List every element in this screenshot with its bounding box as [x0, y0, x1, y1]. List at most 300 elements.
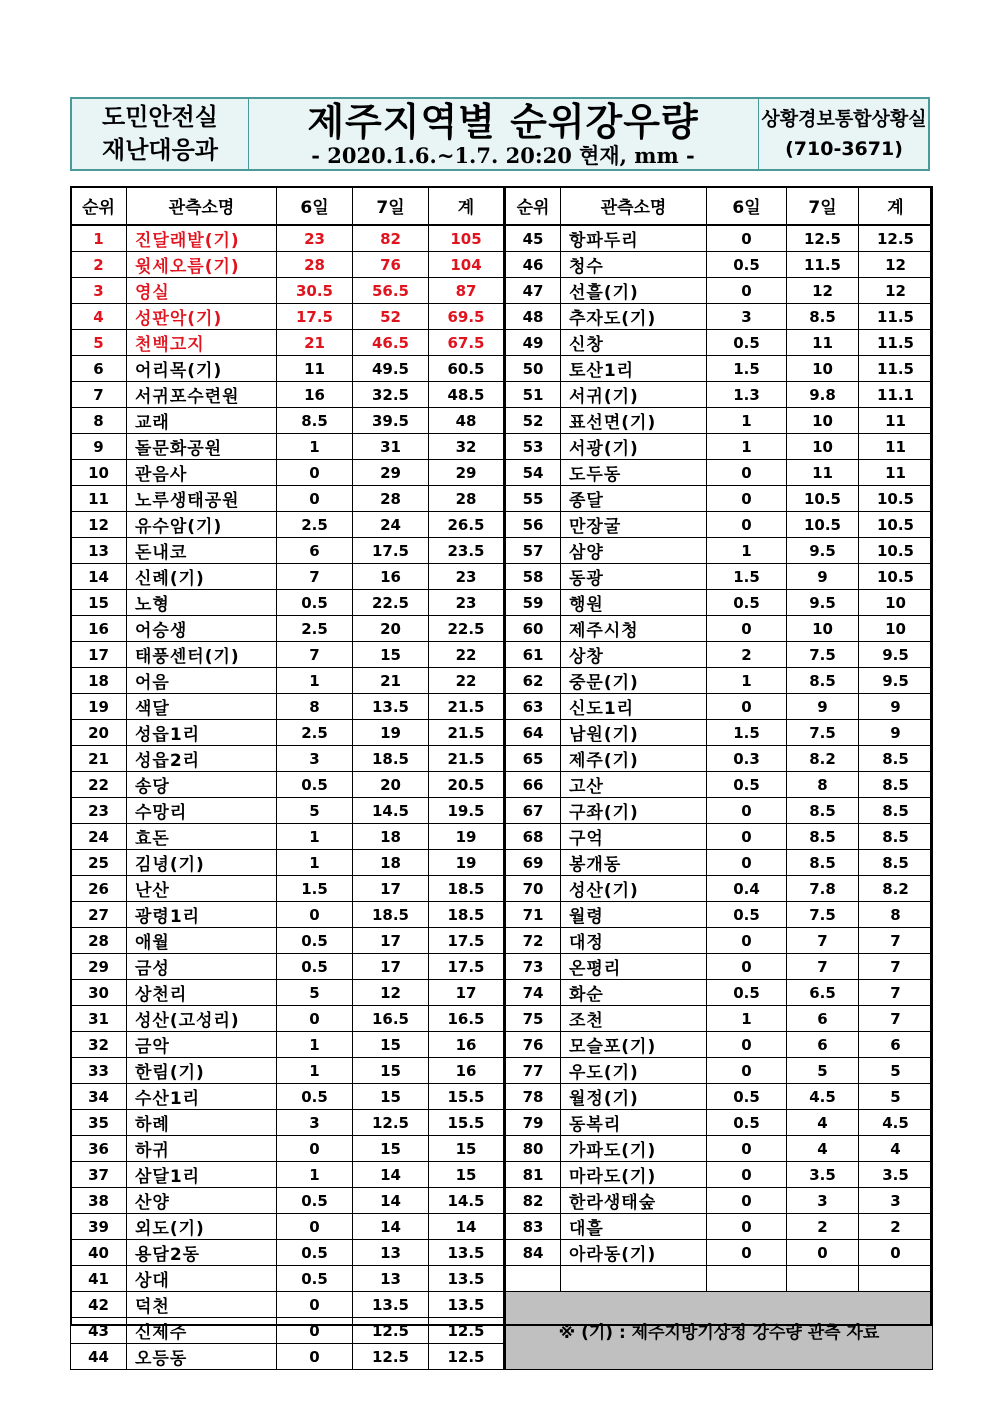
total-rain-cell: 5	[859, 1058, 933, 1084]
day6-rain-cell: 1.3	[707, 382, 787, 408]
rank-cell: 54	[505, 460, 561, 486]
rank-cell: 84	[505, 1240, 561, 1266]
day6-rain-cell: 1	[277, 668, 353, 694]
day6-rain-cell: 2.5	[277, 512, 353, 538]
day7-rain-cell: 8.2	[787, 746, 859, 772]
total-rain-cell: 48.5	[429, 382, 505, 408]
total-rain-cell: 8.5	[859, 772, 933, 798]
day6-rain-cell: 0	[707, 225, 787, 252]
day6-rain-cell: 8.5	[277, 408, 353, 434]
day6-rain-cell: 0.4	[707, 876, 787, 902]
day7-rain-cell: 12.5	[787, 225, 859, 252]
rank-cell: 51	[505, 382, 561, 408]
rank-cell: 63	[505, 694, 561, 720]
total-rain-cell: 32	[429, 434, 505, 460]
empty-cell	[859, 1266, 933, 1292]
day7-rain-cell: 6	[787, 1032, 859, 1058]
table-row	[71, 876, 933, 902]
station-name-cell: 고산	[561, 772, 707, 798]
station-name-cell: 김녕(기)	[127, 850, 277, 876]
day6-rain-cell: 0.3	[707, 746, 787, 772]
station-name-cell: 태풍센터(기)	[127, 642, 277, 668]
day6-rain-cell: 7	[277, 642, 353, 668]
table-row	[71, 278, 933, 304]
total-rain-cell: 105	[429, 225, 505, 252]
rank-cell: 23	[71, 798, 127, 824]
station-name-cell: 한라생태숲	[561, 1188, 707, 1214]
rank-cell: 68	[505, 824, 561, 850]
day6-rain-cell: 0	[707, 278, 787, 304]
day7-rain-cell: 9	[787, 564, 859, 590]
day6-rain-cell: 3	[277, 746, 353, 772]
table-row	[71, 798, 933, 824]
table-row	[71, 434, 933, 460]
total-rain-cell: 26.5	[429, 512, 505, 538]
rank-cell: 71	[505, 902, 561, 928]
rank-cell: 8	[71, 408, 127, 434]
total-rain-cell: 11.5	[859, 356, 933, 382]
station-name-cell: 난산	[127, 876, 277, 902]
rank-cell: 13	[71, 538, 127, 564]
table-row	[71, 590, 933, 616]
total-rain-cell: 12.5	[859, 225, 933, 252]
total-rain-cell: 15.5	[429, 1110, 505, 1136]
table-row	[71, 460, 933, 486]
day6-rain-cell: 0.5	[707, 1110, 787, 1136]
day6-rain-cell: 1	[277, 850, 353, 876]
day6-rain-cell: 0.5	[707, 252, 787, 278]
office-phone: (710-3671)	[785, 138, 903, 160]
station-name-cell: 가파도(기)	[561, 1136, 707, 1162]
station-name-cell: 월정(기)	[561, 1084, 707, 1110]
rank-cell: 21	[71, 746, 127, 772]
total-rain-cell: 22	[429, 668, 505, 694]
rank-cell: 41	[71, 1266, 127, 1292]
rank-cell: 62	[505, 668, 561, 694]
rank-cell: 6	[71, 356, 127, 382]
station-name-cell: 덕천	[127, 1292, 277, 1318]
table-row	[71, 1058, 933, 1084]
rank-cell: 31	[71, 1006, 127, 1032]
rank-cell: 27	[71, 902, 127, 928]
empty-cell	[707, 1266, 787, 1292]
day6-rain-cell: 0	[707, 460, 787, 486]
table-row	[71, 720, 933, 746]
day7-rain-cell: 10	[787, 408, 859, 434]
total-rain-cell: 9	[859, 694, 933, 720]
total-rain-cell: 87	[429, 278, 505, 304]
station-name-cell: 봉개동	[561, 850, 707, 876]
station-name-cell: 행원	[561, 590, 707, 616]
day6-rain-cell: 17.5	[277, 304, 353, 330]
day6-rain-cell: 30.5	[277, 278, 353, 304]
station-name-cell: 애월	[127, 928, 277, 954]
station-name-cell: 남원(기)	[561, 720, 707, 746]
day7-rain-cell: 3.5	[787, 1162, 859, 1188]
total-rain-cell: 14	[429, 1214, 505, 1240]
rank-cell: 25	[71, 850, 127, 876]
day6-rain-cell: 16	[277, 382, 353, 408]
day7-rain-cell: 82	[353, 225, 429, 252]
station-name-cell: 색달	[127, 694, 277, 720]
column-header-station: 관측소명	[127, 187, 277, 226]
day6-rain-cell: 3	[277, 1110, 353, 1136]
day7-rain-cell: 9.5	[787, 590, 859, 616]
station-name-cell: 표선면(기)	[561, 408, 707, 434]
rank-cell: 4	[71, 304, 127, 330]
table-row	[71, 980, 933, 1006]
day7-rain-cell: 19	[353, 720, 429, 746]
day6-rain-cell: 0	[707, 928, 787, 954]
day7-rain-cell: 4	[787, 1110, 859, 1136]
day6-rain-cell: 0	[707, 824, 787, 850]
day6-rain-cell: 1	[707, 434, 787, 460]
day7-rain-cell: 7.8	[787, 876, 859, 902]
total-rain-cell: 15	[429, 1136, 505, 1162]
day7-rain-cell: 29	[353, 460, 429, 486]
total-rain-cell: 9.5	[859, 668, 933, 694]
day7-rain-cell: 7	[787, 954, 859, 980]
day7-rain-cell: 17	[353, 954, 429, 980]
table-row	[71, 668, 933, 694]
day7-rain-cell: 18.5	[353, 902, 429, 928]
day6-rain-cell: 0	[707, 1240, 787, 1266]
station-name-cell: 삼달1리	[127, 1162, 277, 1188]
day7-rain-cell: 11	[787, 460, 859, 486]
rank-cell: 80	[505, 1136, 561, 1162]
total-rain-cell: 29	[429, 460, 505, 486]
station-name-cell: 아라동(기)	[561, 1240, 707, 1266]
table-row	[71, 902, 933, 928]
day6-rain-cell: 0.5	[277, 954, 353, 980]
table-row	[71, 1214, 933, 1240]
total-rain-cell: 19	[429, 824, 505, 850]
station-name-cell: 서귀포수련원	[127, 382, 277, 408]
rank-cell: 28	[71, 928, 127, 954]
day7-rain-cell: 32.5	[353, 382, 429, 408]
station-name-cell: 신제주	[127, 1318, 277, 1344]
rank-cell: 78	[505, 1084, 561, 1110]
day7-rain-cell: 15	[353, 642, 429, 668]
station-name-cell: 성산(기)	[561, 876, 707, 902]
total-rain-cell: 23	[429, 564, 505, 590]
total-rain-cell: 28	[429, 486, 505, 512]
station-name-cell: 상창	[561, 642, 707, 668]
day6-rain-cell: 0	[707, 1058, 787, 1084]
total-rain-cell: 21.5	[429, 694, 505, 720]
total-rain-cell: 7	[859, 928, 933, 954]
station-name-cell: 수망리	[127, 798, 277, 824]
station-name-cell: 동광	[561, 564, 707, 590]
day7-rain-cell: 22.5	[353, 590, 429, 616]
station-name-cell: 금악	[127, 1032, 277, 1058]
empty-cell	[787, 1266, 859, 1292]
rank-cell: 30	[71, 980, 127, 1006]
rank-cell: 3	[71, 278, 127, 304]
total-rain-cell: 8.5	[859, 746, 933, 772]
day6-rain-cell: 0.5	[707, 330, 787, 356]
total-rain-cell: 10.5	[859, 538, 933, 564]
day6-rain-cell: 0	[707, 1214, 787, 1240]
total-rain-cell: 3	[859, 1188, 933, 1214]
day7-rain-cell: 13	[353, 1266, 429, 1292]
day6-rain-cell: 0	[277, 1344, 353, 1370]
total-rain-cell: 22.5	[429, 616, 505, 642]
station-name-cell: 구좌(기)	[561, 798, 707, 824]
rank-cell: 20	[71, 720, 127, 746]
station-name-cell: 교래	[127, 408, 277, 434]
rank-cell: 61	[505, 642, 561, 668]
total-rain-cell: 69.5	[429, 304, 505, 330]
rank-cell: 42	[71, 1292, 127, 1318]
day6-rain-cell: 5	[277, 980, 353, 1006]
rank-cell: 43	[71, 1318, 127, 1344]
rank-cell: 75	[505, 1006, 561, 1032]
day7-rain-cell: 12.5	[353, 1344, 429, 1370]
column-header-day7: 7일	[353, 187, 429, 226]
title-box	[248, 99, 758, 169]
column-header-day7: 7일	[787, 187, 859, 226]
table-row	[71, 928, 933, 954]
total-rain-cell: 21.5	[429, 746, 505, 772]
total-rain-cell: 13.5	[429, 1292, 505, 1318]
station-name-cell: 신창	[561, 330, 707, 356]
day7-rain-cell: 17.5	[353, 538, 429, 564]
rank-cell: 52	[505, 408, 561, 434]
total-rain-cell: 12.5	[429, 1318, 505, 1344]
table-row	[71, 1032, 933, 1058]
station-name-cell: 제주시청	[561, 616, 707, 642]
day7-rain-cell: 13	[353, 1240, 429, 1266]
day6-rain-cell: 7	[277, 564, 353, 590]
total-rain-cell: 3.5	[859, 1162, 933, 1188]
day6-rain-cell: 5	[277, 798, 353, 824]
page-subtitle: - 2020.1.6.~1.7. 20:20 현재, mm -	[311, 143, 695, 168]
total-rain-cell: 21.5	[429, 720, 505, 746]
table-row	[71, 538, 933, 564]
rank-cell: 72	[505, 928, 561, 954]
department-line-2: 재난대응과	[102, 136, 218, 164]
station-name-cell: 대정	[561, 928, 707, 954]
station-name-cell: 금성	[127, 954, 277, 980]
station-name-cell: 돌문화공원	[127, 434, 277, 460]
rank-cell: 55	[505, 486, 561, 512]
total-rain-cell: 12.5	[429, 1344, 505, 1370]
station-name-cell: 돈내코	[127, 538, 277, 564]
rainfall-ranking-table	[70, 186, 933, 1370]
day6-rain-cell: 2	[707, 642, 787, 668]
rank-cell: 40	[71, 1240, 127, 1266]
station-name-cell: 만장굴	[561, 512, 707, 538]
station-name-cell: 송당	[127, 772, 277, 798]
table-row	[71, 616, 933, 642]
total-rain-cell: 7	[859, 1006, 933, 1032]
day6-rain-cell: 1	[277, 1162, 353, 1188]
day7-rain-cell: 9.5	[787, 538, 859, 564]
column-header-rank: 순위	[71, 187, 127, 226]
rank-cell: 17	[71, 642, 127, 668]
station-name-cell: 성읍2리	[127, 746, 277, 772]
rank-cell: 35	[71, 1110, 127, 1136]
day6-rain-cell: 0	[707, 798, 787, 824]
total-rain-cell: 11.5	[859, 304, 933, 330]
day6-rain-cell: 0	[707, 1162, 787, 1188]
table-row	[71, 304, 933, 330]
station-name-cell: 상천리	[127, 980, 277, 1006]
day6-rain-cell: 0	[277, 1136, 353, 1162]
total-rain-cell: 11	[859, 434, 933, 460]
station-name-cell: 토산1리	[561, 356, 707, 382]
table-row	[71, 746, 933, 772]
office-box	[758, 99, 929, 169]
day6-rain-cell: 0.5	[707, 980, 787, 1006]
rank-cell: 2	[71, 252, 127, 278]
day6-rain-cell: 23	[277, 225, 353, 252]
day6-rain-cell: 8	[277, 694, 353, 720]
station-name-cell: 마라도(기)	[561, 1162, 707, 1188]
rank-cell: 37	[71, 1162, 127, 1188]
day7-rain-cell: 52	[353, 304, 429, 330]
day6-rain-cell: 0	[277, 1318, 353, 1344]
day7-rain-cell: 31	[353, 434, 429, 460]
day6-rain-cell: 0.5	[277, 772, 353, 798]
day6-rain-cell: 11	[277, 356, 353, 382]
day6-rain-cell: 0.5	[277, 1266, 353, 1292]
table-row	[71, 850, 933, 876]
day6-rain-cell: 0.5	[707, 902, 787, 928]
station-name-cell: 한림(기)	[127, 1058, 277, 1084]
day6-rain-cell: 1	[707, 408, 787, 434]
total-rain-cell: 14.5	[429, 1188, 505, 1214]
day6-rain-cell: 1	[277, 824, 353, 850]
total-rain-cell: 17.5	[429, 954, 505, 980]
day7-rain-cell: 17	[353, 928, 429, 954]
total-rain-cell: 18.5	[429, 902, 505, 928]
station-name-cell: 어리목(기)	[127, 356, 277, 382]
total-rain-cell: 16.5	[429, 1006, 505, 1032]
station-name-cell: 어음	[127, 668, 277, 694]
day6-rain-cell: 0	[707, 1136, 787, 1162]
station-name-cell: 대흘	[561, 1214, 707, 1240]
day6-rain-cell: 1	[707, 538, 787, 564]
day6-rain-cell: 0	[277, 1292, 353, 1318]
day6-rain-cell: 0	[277, 1006, 353, 1032]
station-name-cell: 어승생	[127, 616, 277, 642]
station-name-cell: 제주(기)	[561, 746, 707, 772]
day7-rain-cell: 56.5	[353, 278, 429, 304]
station-name-cell: 중문(기)	[561, 668, 707, 694]
total-rain-cell: 11	[859, 460, 933, 486]
day6-rain-cell: 1	[277, 1058, 353, 1084]
table-row	[71, 1188, 933, 1214]
station-name-cell: 도두동	[561, 460, 707, 486]
total-rain-cell: 17.5	[429, 928, 505, 954]
station-name-cell: 하귀	[127, 1136, 277, 1162]
rank-cell: 44	[71, 1344, 127, 1370]
rank-cell: 9	[71, 434, 127, 460]
station-name-cell: 월령	[561, 902, 707, 928]
rank-cell: 48	[505, 304, 561, 330]
column-header-rank: 순위	[505, 187, 561, 226]
station-name-cell: 종달	[561, 486, 707, 512]
total-rain-cell: 9.5	[859, 642, 933, 668]
table-row	[71, 1162, 933, 1188]
day7-rain-cell: 10.5	[787, 512, 859, 538]
rank-cell: 67	[505, 798, 561, 824]
day7-rain-cell: 11	[787, 330, 859, 356]
day7-rain-cell: 18.5	[353, 746, 429, 772]
day6-rain-cell: 1	[707, 668, 787, 694]
total-rain-cell: 18.5	[429, 876, 505, 902]
day6-rain-cell: 28	[277, 252, 353, 278]
table-row	[71, 954, 933, 980]
station-name-cell: 성판악(기)	[127, 304, 277, 330]
day6-rain-cell: 0.5	[277, 1240, 353, 1266]
total-rain-cell: 4	[859, 1136, 933, 1162]
rank-cell: 32	[71, 1032, 127, 1058]
day7-rain-cell: 6.5	[787, 980, 859, 1006]
day6-rain-cell: 2.5	[277, 720, 353, 746]
rank-cell: 57	[505, 538, 561, 564]
total-rain-cell: 10	[859, 590, 933, 616]
rank-cell: 39	[71, 1214, 127, 1240]
day6-rain-cell: 2.5	[277, 616, 353, 642]
table-row	[71, 1084, 933, 1110]
table-row	[71, 1240, 933, 1266]
day6-rain-cell: 0	[277, 1214, 353, 1240]
rank-cell: 10	[71, 460, 127, 486]
rank-cell: 58	[505, 564, 561, 590]
table-row	[71, 408, 933, 434]
table-row	[71, 564, 933, 590]
rank-cell: 11	[71, 486, 127, 512]
station-name-cell: 모슬포(기)	[561, 1032, 707, 1058]
rank-cell: 66	[505, 772, 561, 798]
rank-cell: 77	[505, 1058, 561, 1084]
day7-rain-cell: 14	[353, 1188, 429, 1214]
total-rain-cell: 8.5	[859, 798, 933, 824]
table-header-row	[71, 187, 933, 226]
day7-rain-cell: 16	[353, 564, 429, 590]
station-name-cell: 효돈	[127, 824, 277, 850]
station-name-cell: 온평리	[561, 954, 707, 980]
day7-rain-cell: 15	[353, 1136, 429, 1162]
day7-rain-cell: 10	[787, 434, 859, 460]
day6-rain-cell: 0	[277, 902, 353, 928]
table-row	[71, 694, 933, 720]
station-name-cell: 조천	[561, 1006, 707, 1032]
station-name-cell: 유수암(기)	[127, 512, 277, 538]
page-title: 제주지역별 순위강우량	[307, 100, 699, 144]
rank-cell: 24	[71, 824, 127, 850]
station-name-cell: 삼양	[561, 538, 707, 564]
day6-rain-cell: 0	[707, 512, 787, 538]
total-rain-cell: 15	[429, 1162, 505, 1188]
day7-rain-cell: 7.5	[787, 902, 859, 928]
total-rain-cell: 22	[429, 642, 505, 668]
rank-cell: 83	[505, 1214, 561, 1240]
rank-cell: 76	[505, 1032, 561, 1058]
rank-cell: 29	[71, 954, 127, 980]
day7-rain-cell: 8	[787, 772, 859, 798]
day6-rain-cell: 1.5	[707, 564, 787, 590]
day6-rain-cell: 0.5	[277, 928, 353, 954]
day6-rain-cell: 0.5	[707, 590, 787, 616]
day7-rain-cell: 10.5	[787, 486, 859, 512]
rank-cell: 16	[71, 616, 127, 642]
day7-rain-cell: 8.5	[787, 824, 859, 850]
total-rain-cell: 13.5	[429, 1266, 505, 1292]
